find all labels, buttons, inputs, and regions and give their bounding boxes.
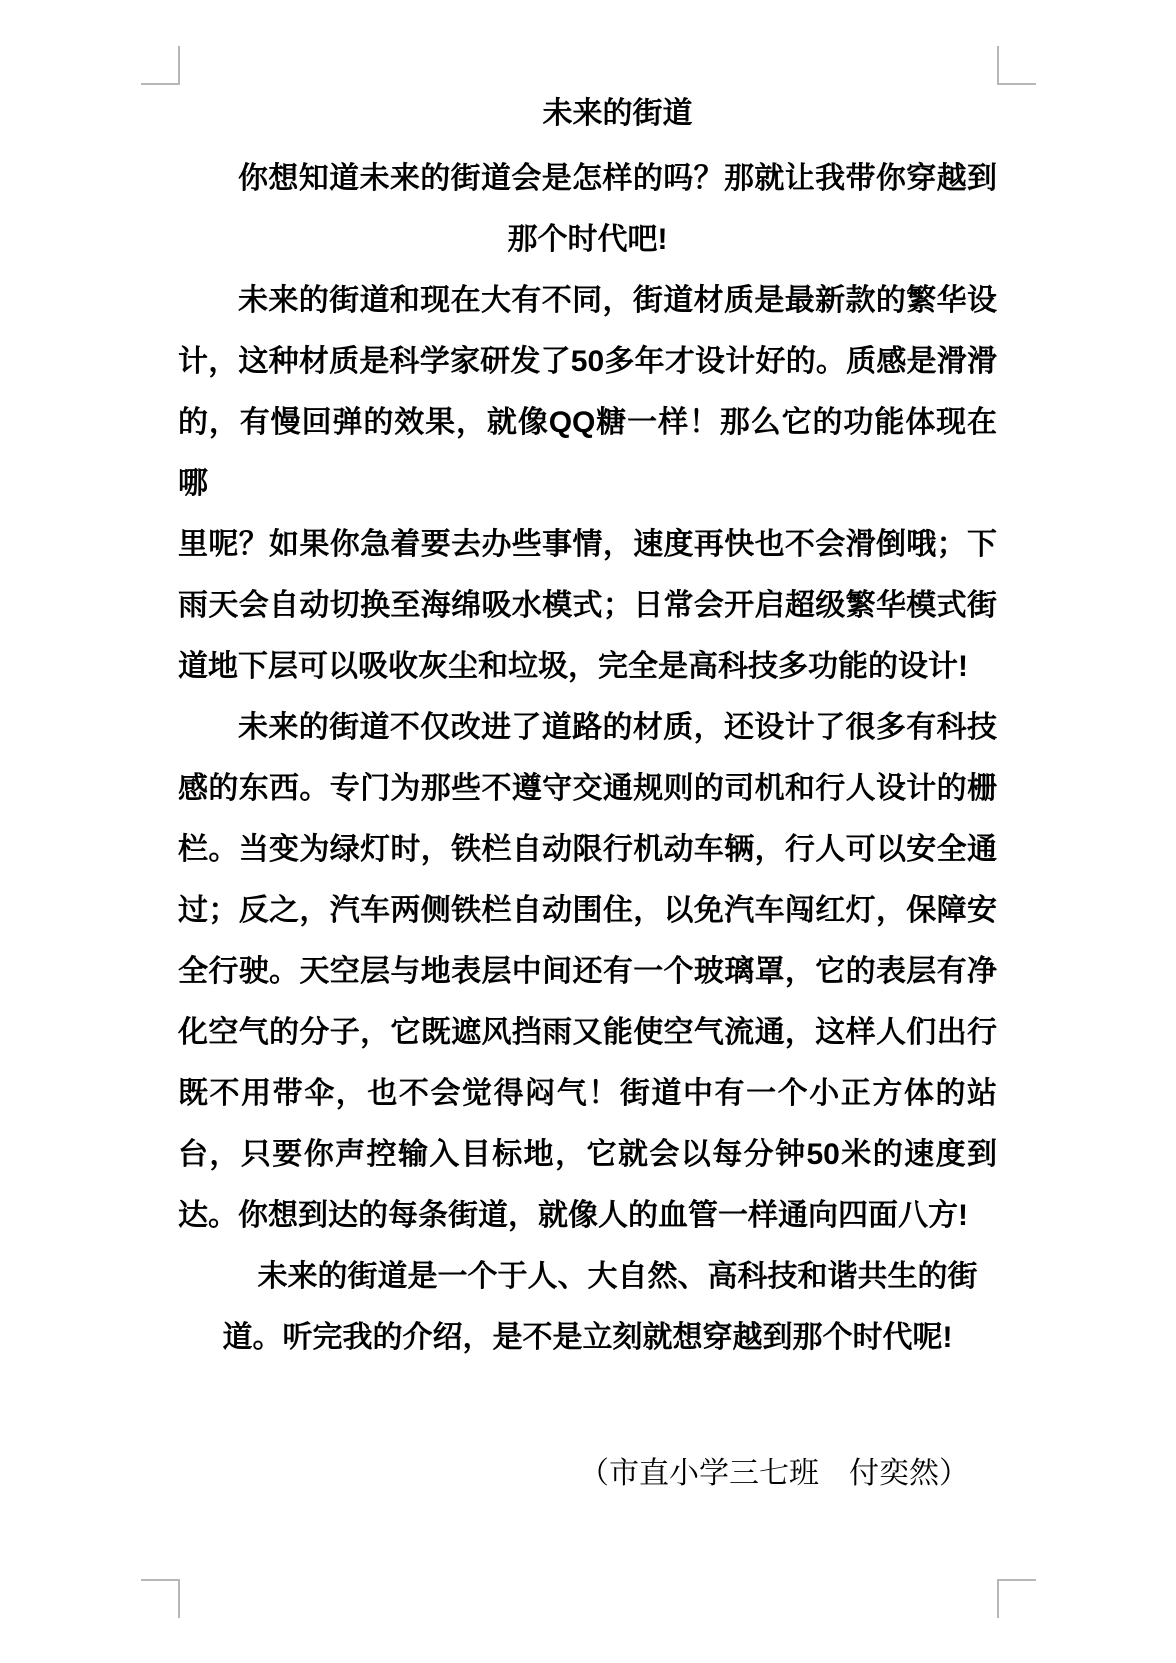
body-line: 你想知道未来的街道会是怎样的吗？那就让我带你穿越到 xyxy=(238,162,997,195)
body-line: 道地下层可以吸收灰尘和垃圾，完全是高科技多功能的设计! xyxy=(178,650,968,683)
body-line: 感的东西。专门为那些不遵守交通规则的司机和行人设计的栅 xyxy=(178,772,997,805)
paragraph xyxy=(178,697,997,1246)
body-line: 道。听完我的介绍，是不是立刻就想穿越到那个时代呢! xyxy=(222,1321,953,1354)
paragraph xyxy=(178,1246,997,1368)
paragraph xyxy=(178,148,997,270)
body-line: 既不用带伞，也不会觉得闷气！街道中有一个小正方体的站 xyxy=(178,1077,997,1110)
paragraph xyxy=(178,270,997,697)
body-line: 雨天会自动切换至海绵吸水模式；日常会开启超级繁华模式街 xyxy=(178,589,997,622)
body-line: 栏。当变为绿灯时，铁栏自动限行机动车辆，行人可以安全通 xyxy=(178,833,997,866)
body-line: 化空气的分子，它既遮风挡雨又能使空气流通，这样人们出行 xyxy=(178,1016,997,1049)
document-page xyxy=(178,83,997,1504)
document-title: 未来的街道 xyxy=(542,97,693,130)
body-line: 那个时代吧! xyxy=(507,223,668,256)
body-line: 计，这种材质是科学家研发了50多年才设计好的。质感是滑滑 xyxy=(178,345,997,378)
body-line: 过；反之，汽车两侧铁栏自动围住，以免汽车闯红灯，保障安 xyxy=(178,894,997,927)
margin-crop-mark-bottom-left xyxy=(141,1579,180,1618)
body-line: 的，有慢回弹的效果，就像QQ糖一样！那么它的功能体现在哪 xyxy=(178,406,997,500)
body-line: 未来的街道和现在大有不同，街道材质是最新款的繁华设 xyxy=(238,284,997,317)
author-signature: （市直小学三七班 付奕然） xyxy=(579,1457,969,1490)
body-line: 未来的街道是一个于人、大自然、高科技和谐共生的街 xyxy=(257,1260,978,1293)
body-line: 达。你想到达的每条街道，就像人的血管一样通向四面八方! xyxy=(178,1199,968,1232)
document-body xyxy=(178,148,997,1368)
body-line: 台，只要你声控输入目标地，它就会以每分钟50米的速度到 xyxy=(178,1138,997,1171)
margin-crop-mark-bottom-right xyxy=(997,1579,1036,1618)
body-line: 里呢？如果你急着要去办些事情，速度再快也不会滑倒哦；下 xyxy=(178,528,997,561)
margin-crop-mark-top-right xyxy=(997,46,1036,85)
margin-crop-mark-top-left xyxy=(141,46,180,85)
body-line: 全行驶。天空层与地表层中间还有一个玻璃罩，它的表层有净 xyxy=(178,955,997,988)
body-line: 未来的街道不仅改进了道路的材质，还设计了很多有科技 xyxy=(238,711,997,744)
